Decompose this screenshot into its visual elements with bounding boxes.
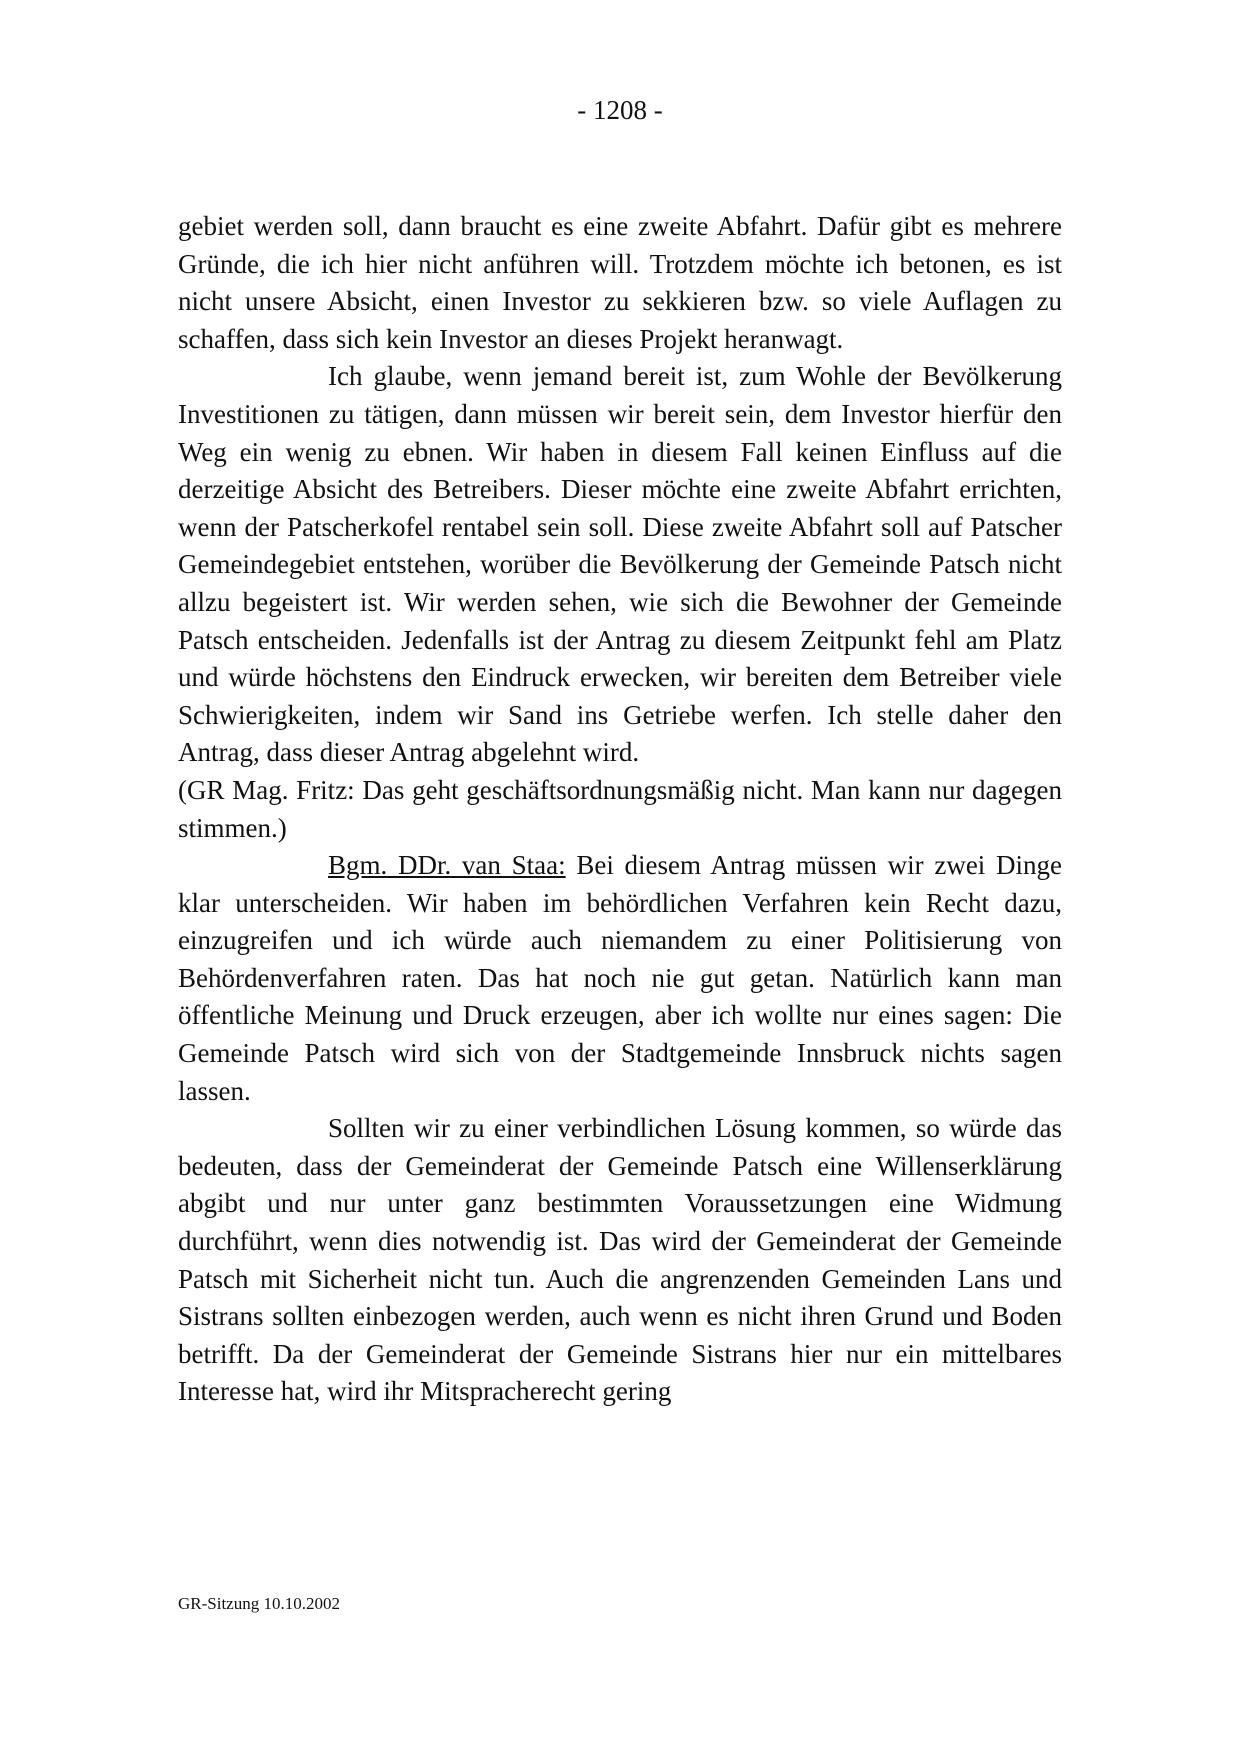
paragraph-investor: Ich glaube, wenn jemand bereit ist, zum Wohle der Bevölkerung Investitionen zu tätigen, dann müssen wir bereit sein, dem Investor hierfür den Weg ein wenig zu ebnen. Wir haben in diesem Fall keinen Einfluss auf die derzeitige Absicht des Betreibers. Dieser möchte eine zweite Abfahrt errichten, wenn der Patscherkofel rentabel sein soll. Diese zweite Abfahrt soll auf Patscher Gemeindegebiet entstehen, worüber die Bevölkerung der Gemeinde Patsch nicht allzu begeistert ist. Wir werden sehen, wie sich die Bewohner der Gemeinde Patsch entscheiden. Jedenfalls ist der Antrag zu diesem Zeitpunkt fehl am Platz und würde höchstens den Eindruck erwecken, wir bereiten dem Betreiber viele Schwierigkeiten, indem wir Sand ins Getriebe werfen. Ich stelle daher den Antrag, dass dieser Antrag abgelehnt wird. (178, 361, 1062, 768)
paragraph-binding-solution: Sollten wir zu einer verbindlichen Lösung kommen, so würde das bedeuten, dass der Gemeinderat der Gemeinde Patsch eine Willenserklärung abgibt und nur unter ganz bestimmten Voraussetzungen eine Widmung durchführt, wenn dies notwendig ist. Das wird der Gemeinderat der Gemeinde Patsch mit Sicherheit nicht tun. Auch die angrenzenden Gemeinden Lans und Sistrans sollten einbezogen werden, auch wenn es nicht ihren Grund und Boden betrifft. Da der Gemeinderat der Gemeinde Sistrans hier nur ein mittelbares Interesse hat, wird ihr Mitspracherecht gering (178, 1113, 1062, 1407)
footer-session-date: GR-Sitzung 10.10.2002 (178, 1594, 340, 1613)
page-number: - 1208 - (577, 95, 663, 125)
interjection: (GR Mag. Fritz: Das geht geschäftsordnungsmäßig nicht. Man kann nur dagegen stimmen.) (178, 774, 1062, 843)
paragraph-continuation: gebiet werden soll, dann braucht es eine zweite Abfahrt. Dafür gibt es mehrere Gründe, die ich hier nicht anführen will. Trotzdem möchte ich betonen, es ist nicht unsere Absicht, einen Investor zu sekkieren bzw. so viele Auflagen zu schaffen, dass sich kein Investor an dieses Projekt heranwagt. (178, 211, 1062, 354)
paragraph-speaker (178, 847, 1062, 1110)
speaker-label: Bgm. DDr. van Staa: (328, 850, 566, 881)
speaker-statement: Bei diesem Antrag müssen wir zwei Dinge klar unterscheiden. Wir haben im behördlichen Verfahren kein Recht dazu, einzugreifen und ich würde auch niemandem zu einer Politisierung von Behördenverfahren raten. Das hat noch nie gut getan. Natürlich kann man öffentliche Meinung und Druck erzeugen, aber ich wollte nur eines sagen: Die Gemeinde Patsch wird sich von der Stadtgemeinde Innsbruck nichts sagen lassen. (178, 850, 1063, 1106)
body-text (178, 208, 1062, 1411)
